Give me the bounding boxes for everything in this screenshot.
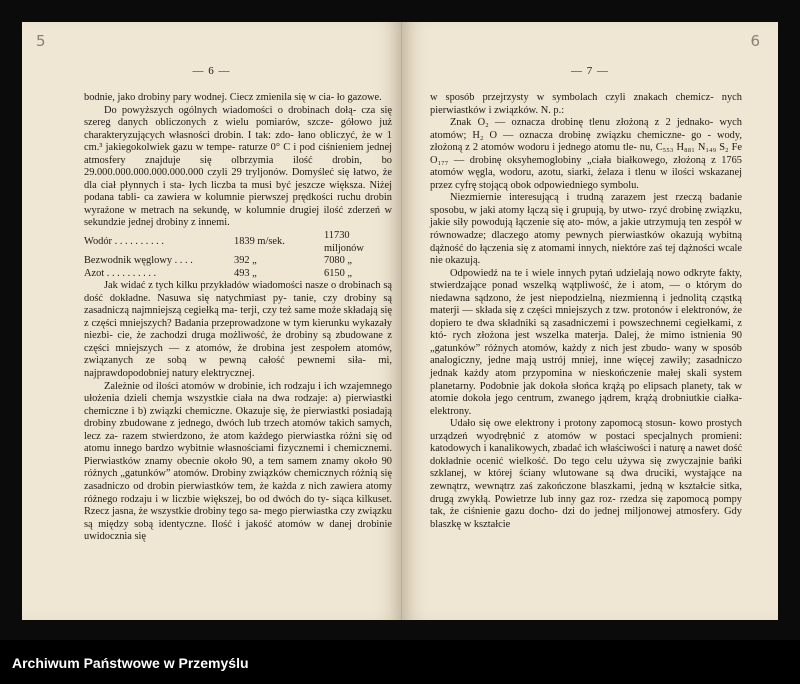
right-pencil-number: 6 [750,32,760,50]
right-paragraph-1: w sposób przejrzysty w symbolach czyli znakach chemicz- nych pierwiastków i związków. N. p.: [430,92,742,116]
gas-speed-cell: 493 „ [234,267,257,279]
table-row [84,255,392,268]
gas-speed-cell: 1839 m/sek. [234,236,285,248]
gas-name-cell: Azot . . . . . . . . . . [84,267,157,279]
archive-footer [0,640,800,684]
table-row [84,268,392,281]
gas-name-cell: Bezwodnik węglowy . . . . [84,255,193,267]
left-page [22,22,402,620]
right-paragraph-4: Odpowiedź na te i wiele innych pytań udzielają nowo odkryte fakty, stwierdzające ponad wszelką wątpliwość, że i atom, — o którym do niedawna sądzono, że jest niepodzielną, niezmienną i jednolitą cząstką materji — składa się z części mniejszych z tzw. protonów i elektronów, że dopiero te dwa składniki są zasadniczemi i powszechnemi cegiełkami, z któ- rych złożona jest wszelka materja. Dalej, że mimo istnienia 90 „gatunków” różnych atomów, każdy z nich jest zbudo- wany w sposób analogiczny, jedne mają ustrój mniej, inne więcej zawiły; zasadniczo jednak każdy atom przypomina w nieskończenie małej skali system planetarny. Podobnie jak dokoła słońca krążą po elipsach planety, tak w atomie dokoła jego centrum, zwanego jądrem, krążą drobniutkie ciałka- elektrony. [430,267,742,417]
archive-name: Archiwum Państwowe w Przemyślu [12,655,249,671]
gas-collisions-cell: 11730 miljonów [324,230,364,254]
left-page-text [84,92,392,544]
left-pencil-number: 5 [36,32,46,50]
table-row [84,230,392,255]
right-page-text [430,92,742,531]
right-page [402,22,778,620]
right-paragraph-2: Znak O₂ — oznacza drobinę tlenu złożoną z 2 jednako- wych atomów; H₂ O — oznacza drobinę związku chemiczne- go - wody, złożoną z 2 atomów wodoru i jednego atomu tle- nu, C₅₅₃ H₈₈₁ N₁₄₉ S₂ Fe O₁₇₇ — drobinę oksyhemoglobiny „ciała białkowego, złożoną z 1765 atomów węgla, wodoru, azotu, siarki, żelaza i tlenu w ilości wskazanej przez cyfrę stojącą obok odpowiedniego symbolu. [430,117,742,191]
left-paragraph-1: bodnie, jako drobiny pary wodnej. Ciecz zmienila się w cia- ło gazowe. [84,92,382,103]
left-paragraph-3: Jak widać z tych kilku przykładów wiadomości nasze o drobinach są dość dokładne. Nasuwa się natychmiast py- tanie, czy drobiny są zasadniczą najmniejszą cegiełką ma- terji, czy też same może składają się z części mniejszych? Badania przeprowadzone w tym kierunku wykazały niezbi- cie, że zachodzi druga możliwość, że drobiny są zbudowane z części mniejszych — z atomów, że drobina jest zespołem atomów, związanych ze sobą w pewną całość pewnemi siła- mi, najprawdopodobniej natury elektrycznej. [84,280,392,380]
gas-name-cell: Wodór . . . . . . . . . . [84,236,164,248]
right-paragraph-3: Niezmiernie interesującą i trudną zarazem jest rzeczą badanie sposobu, w jaki atomy łączą się i grupują, by utwo- rzyć drobinę związku, jakie siły powodują łączenie się ato- mów, a jakie utrzymują ten zespół w równowadze; dlaczego atomy pewnych pierwiastków okazują wybitną dążność do łączenia się z atomami innych, niektóre zaś tej dążności wcale nie okazują. [430,192,742,267]
right-page-number: — 7 — [571,65,609,77]
left-page-number: — 6 — [192,65,231,77]
left-paragraph-4: Zależnie od ilości atomów w drobinie, ich rodzaju i ich wzajemnego ułożenia dzieli chemja wszystkie ciała na dwa rodzaje: a) pierwiastki chemiczne i b) związki chemiczne. Okazuje się, że pierwiastki posiadają drobiny zbudowane z jednego, dwóch lub trzech atomów takich samych, lecz za- razem stwierdzono, że atom każdego pierwiastka różni się od atomu innego bardzo wybitnie własnościami fizycznemi i chemicznemi. Pierwiastków znamy obecnie około 90, a tem samem znamy około 90 różnych „gatunków” atomów. Drobiny związków chemicznych różnią się zasadniczo od drobin pierwiastków tem, że każda z nich zawiera atomy różnego rodzaju i w liczbie większej, bo od dwóch do ty- siąca kilkuset. Rzecz jasna, że wszystkie drobiny tego sa- mego pierwiastka czy związku są między sobą identyczne. Ilość i jakość atomów w danej drobinie uwidocznia się [84,380,392,543]
gas-speed-cell: 392 „ [234,255,257,267]
gas-collisions-cell: 7080 „ [324,255,352,267]
gas-speed-table [84,230,392,280]
right-paragraph-5: Udało się owe elektrony i protony zapomocą stosun- kowo prostych urządzeń wyodrębnić z atomów w postaci specjalnych promieni: katodowych i kanalikowych, zbadać ich właściwości i naturę a nawet dość dokładnie ocenić wielkość. Do tego celu używa się zwyczajnie bańki szklanej, w której ściany wlutowane są dwa druciki, wystające na zewnątrz, wewnątrz zaś zakończone blaszkami, jedną w kształcie sitka, drugą zwykłą. Powietrze lub inny gaz roz- rzedza się zapomocą pompy tak, że ciśnienie gazu docho- dzi do jednej miljonowej atmosfery. Gdy blaszkę w kształcie [430,418,742,530]
left-paragraph-2: Do powyższych ogólnych wiadomości o drobinach dołą- cza się szereg danych obliczonych z wielu pomiarów, szcze- gółowo już charakteryzujących własności drobin. I tak: zdo- łano obliczyć, że w 1 cm.³ jakiegokolwiek gazu w tempe- raturze 0° C i pod ciśnieniem jednej atmosfery znajduje się olbrzymia ilość drobin, bo 29.000.000.000.000.000.000 czyli 29 tryljonów. Domyśleć się łatwo, że dla ciał płynnych i sta- łych liczba ta musi być jeszcze większa. Niżej podana tabli- ca zawiera w kolumnie pierwszej prędkości ruchu drobin wyrażone w metrach na sekundę, w kolumnie drugiej ilość zderzeń w sekundzie jednej drobiny z innemi. [84,104,392,229]
gas-collisions-cell: 6150 „ [324,267,352,279]
